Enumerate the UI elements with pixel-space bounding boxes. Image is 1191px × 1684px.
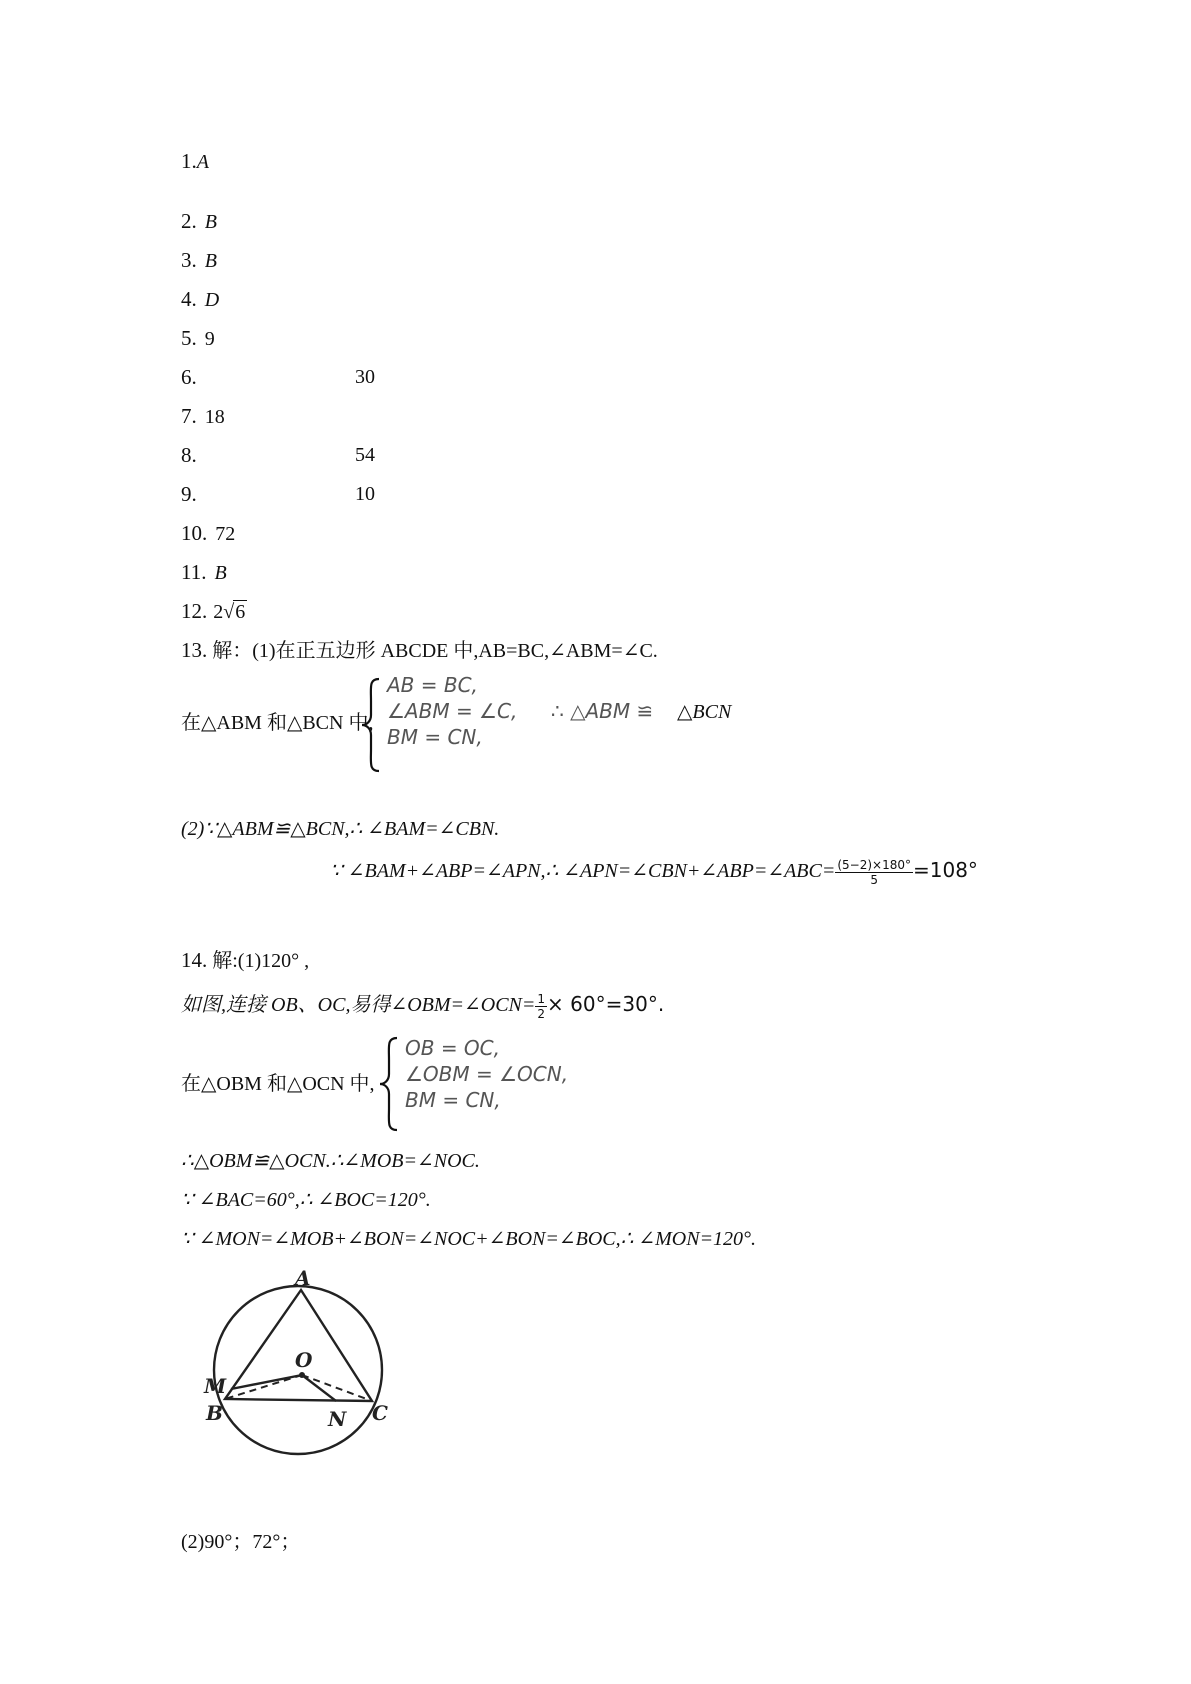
answer-number: 2. (181, 209, 197, 233)
answer-1 (181, 147, 209, 176)
fraction-denominator: 2 (537, 1006, 546, 1021)
answer-number: 10. (181, 521, 208, 545)
answer-value: 54 (355, 444, 375, 466)
q14-text: ∵ ∠BAC=60°,∴ ∠BOC=120°. (181, 1189, 431, 1211)
label-b: B (206, 1401, 223, 1425)
answer-number: 1. (181, 149, 197, 173)
q13-text: (2)∵△ABM≌△BCN,∴ ∠BAM=∠CBN. (181, 818, 500, 840)
answer-number: 12. (181, 599, 208, 623)
q14-line4 (181, 1186, 431, 1214)
system-conclusion-tail: △BCN (677, 701, 732, 723)
q14-line1 (181, 946, 309, 975)
system-eq-1: AB = BC, (387, 673, 478, 697)
q14-line3 (181, 1147, 480, 1175)
sqrt-radicand: 6 (235, 601, 246, 623)
segment-on (302, 1375, 336, 1401)
answer-6 (181, 363, 375, 392)
left-brace-icon (377, 1036, 401, 1132)
triangle-abc (225, 1290, 372, 1401)
answer-5 (181, 324, 215, 353)
answer-value: 72 (215, 523, 236, 545)
answer-value: 30 (355, 366, 375, 388)
label-m: M (204, 1374, 227, 1398)
q14-text: 解:(1)120° , (212, 950, 310, 972)
fraction (535, 992, 547, 1021)
answer-3 (181, 246, 217, 275)
answer-number: 9. (181, 482, 197, 506)
sqrt-expression: 2√6 (213, 601, 246, 623)
system-eq-2: ∠ABM = ∠C, (387, 699, 518, 723)
answer-2 (181, 207, 217, 236)
q14-text: ∴△OBM≌△OCN.∴∠MOB=∠NOC. (181, 1150, 480, 1172)
answer-10 (181, 519, 235, 548)
answer-number: 11. (181, 560, 207, 584)
fraction (835, 858, 913, 887)
answer-number: 8. (181, 443, 197, 467)
answer-value: A (196, 151, 209, 173)
q13-line3 (330, 856, 978, 887)
q14-line2 (181, 990, 664, 1021)
system-label: 在△ABM 和△BCN 中, (181, 712, 374, 734)
sqrt-coefficient: 2 (213, 601, 224, 623)
label-o: O (295, 1348, 313, 1372)
q14-text: (2)90°；72°； (181, 1531, 301, 1553)
left-brace-icon (359, 677, 383, 773)
answer-7 (181, 402, 225, 431)
circle-triangle-figure (200, 1260, 400, 1460)
q14-text: 如图,连接 OB、OC,易得∠OBM=∠OCN= (181, 994, 536, 1016)
label-a: A (295, 1266, 311, 1290)
fraction-denominator: 5 (870, 872, 878, 887)
answer-value: 9 (204, 328, 215, 350)
answer-value: B (204, 211, 217, 233)
answer-11 (181, 558, 227, 587)
label-c: C (372, 1401, 388, 1425)
system-eq-3: BM = CN, (387, 725, 483, 749)
question-number: 14. (181, 948, 208, 972)
answer-value: B (214, 562, 227, 584)
q13-result: =108° (913, 858, 978, 882)
answer-value: D (204, 289, 220, 311)
system-eq-1: OB = OC, (405, 1036, 500, 1060)
answer-4 (181, 285, 219, 314)
system-conclusion: ∴ △ABM ≌ (551, 699, 654, 723)
dashed-oc (302, 1375, 372, 1401)
q13-line2 (181, 815, 499, 843)
question-number: 13. (181, 638, 208, 662)
answer-number: 7. (181, 404, 197, 428)
answer-value: 18 (204, 406, 225, 428)
q14-line5 (181, 1225, 756, 1253)
q14-line6 (181, 1528, 300, 1556)
label-n: N (328, 1407, 347, 1431)
answer-value: B (204, 250, 217, 272)
system-eq-3: BM = CN, (405, 1088, 501, 1112)
q14-text: ∵ ∠MON=∠MOB+∠BON=∠NOC+∠BON=∠BOC,∴ ∠MON=120°. (181, 1228, 757, 1250)
answer-number: 5. (181, 326, 197, 350)
q13-text: ∵ ∠BAM+∠ABP=∠APN,∴ ∠APN=∠CBN+∠ABP=∠ABC= (330, 860, 836, 882)
q13-text: 解：(1)在正五边形 ABCDE 中,AB=BC,∠ABM=∠C. (212, 640, 658, 662)
answer-number: 6. (181, 365, 197, 389)
fraction-numerator: (5−2)×180° (837, 857, 911, 872)
answer-9 (181, 480, 375, 509)
answer-8 (181, 441, 375, 470)
answer-12 (181, 597, 247, 626)
q14-text: × 60°=30°. (547, 992, 665, 1016)
answer-number: 3. (181, 248, 197, 272)
fraction-numerator: 1 (537, 991, 546, 1006)
point-o (299, 1372, 305, 1378)
answer-number: 4. (181, 287, 197, 311)
system-eq-2: ∠OBM = ∠OCN, (405, 1062, 569, 1086)
system-label: 在△OBM 和△OCN 中, (181, 1073, 375, 1095)
answer-value: 10 (355, 483, 375, 505)
q13-line1 (181, 636, 658, 665)
